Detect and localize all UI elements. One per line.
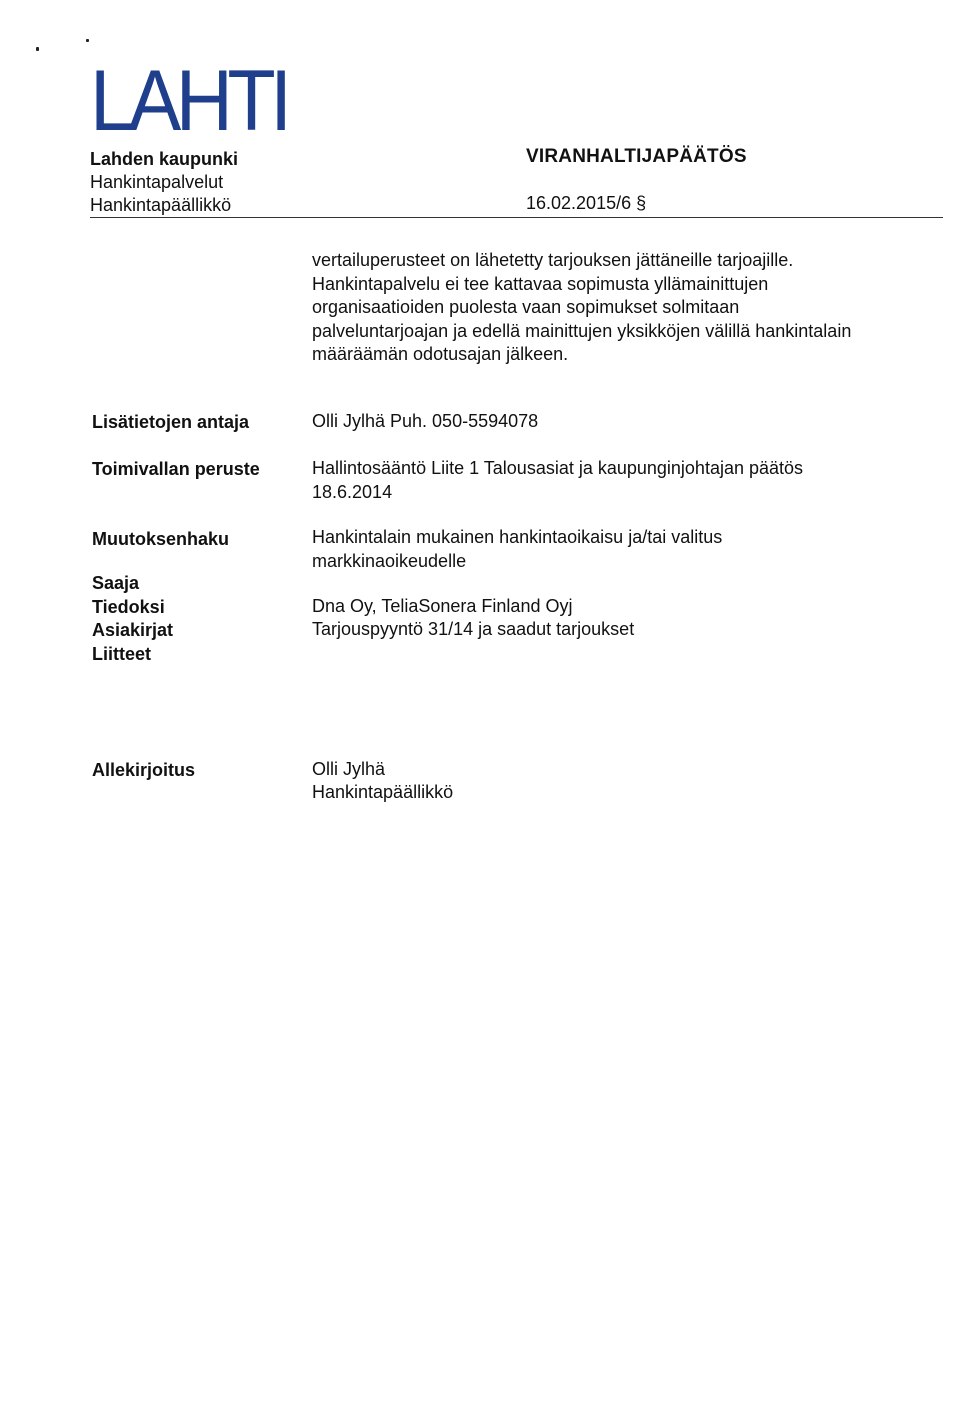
scan-speck (86, 39, 89, 42)
authority-label: Toimivallan peruste (92, 459, 260, 479)
signer-name: Olli Jylhä (312, 759, 386, 779)
department-name: Hankintapalvelut (90, 172, 224, 192)
appeal-value-line2: markkinaoikeudelle (312, 551, 467, 571)
organization-block (90, 148, 238, 217)
lahti-logo: LAHTI (90, 53, 287, 149)
document-date: 16.02.2015/6 § (526, 193, 647, 213)
paragraph-line: Hankintapalvelu ei tee kattavaa sopimusta yllämainittujen (312, 273, 769, 294)
signer-title: Hankintapäällikkö (312, 782, 454, 802)
authority-value-line1: Hallintosääntö Liite 1 Talousasiat ja kaupunginjohtajan päätös (312, 458, 804, 478)
recipient-label: Saaja (92, 573, 140, 593)
info-provider-value: Olli Jylhä Puh. 050-5594078 (312, 411, 539, 431)
notify-label: Tiedoksi (92, 597, 165, 617)
attachments-label: Liitteet (92, 644, 152, 664)
authority-value-line2: 18.6.2014 (312, 482, 393, 502)
document-type: VIRANHALTIJAPÄÄTÖS (526, 146, 747, 167)
info-provider-label: Lisätietojen antaja (92, 412, 250, 432)
header-divider (90, 217, 943, 218)
paragraph-line: organisaatioiden puolesta vaan sopimukset solmitaan (312, 297, 740, 317)
role-name: Hankintapäällikkö (90, 195, 232, 215)
signature-label: Allekirjoitus (92, 760, 196, 780)
appeal-label: Muutoksenhaku (92, 529, 230, 549)
documents-value: Tarjouspyyntö 31/14 ja saadut tarjoukset (312, 619, 635, 639)
appeal-value-line1: Hankintalain mukainen hankintaoikaisu ja/tai valitus (312, 527, 723, 547)
notify-value: Dna Oy, TeliaSonera Finland Oyj (312, 596, 573, 616)
paragraph-line: palveluntarjoajan ja edellä mainittujen yksikköjen välillä hankintalain (312, 320, 852, 341)
paragraph-line: määräämän odotusajan jälkeen. (312, 344, 569, 364)
scan-speck (36, 47, 39, 51)
organization-name: Lahden kaupunki (90, 149, 239, 169)
documents-label: Asiakirjat (92, 620, 174, 640)
decision-paragraph (312, 249, 922, 367)
paragraph-line: vertailuperusteet on lähetetty tarjouksen jättäneille tarjoajille. (312, 250, 794, 270)
